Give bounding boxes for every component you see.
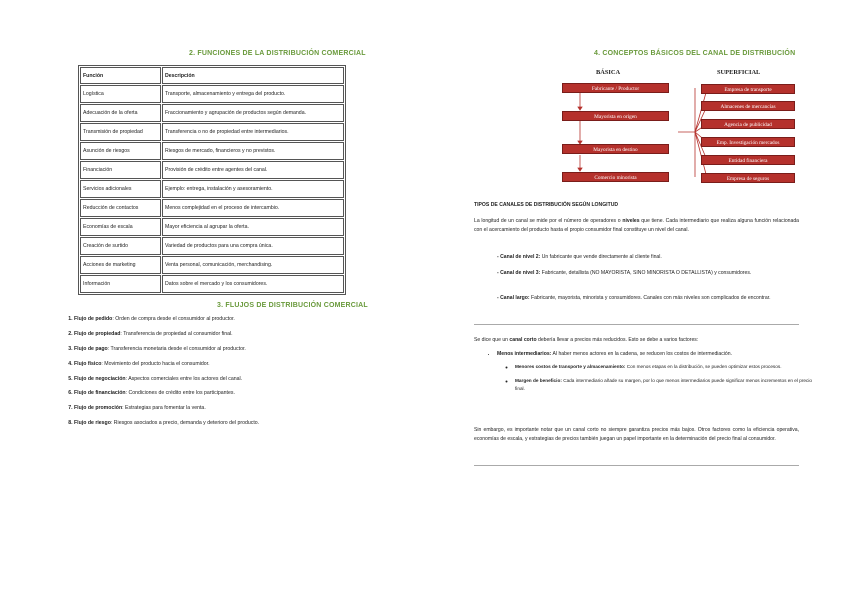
- list-item: [74, 361, 374, 367]
- short-channel-intro: [474, 336, 799, 345]
- table-row: [80, 85, 344, 103]
- table-cell: Asunción de riesgos: [80, 142, 161, 160]
- text-bold: Margen de beneficio:: [515, 377, 562, 383]
- flow-term: Flujo de propiedad: [74, 330, 121, 337]
- channel-box: Comercio minorista: [562, 172, 669, 182]
- list-item: [74, 376, 374, 382]
- table-cell: Datos sobre el mercado y los consumidores.: [162, 275, 344, 293]
- table-row: [80, 123, 344, 141]
- text-run: Fabricante, mayorista, minorista y consumidores. Canales con más niveles son complicados de encontrar.: [529, 295, 771, 301]
- flow-term: Flujo de pago: [74, 345, 108, 352]
- text-run: Se dice que un: [474, 337, 510, 343]
- table-cell: Riesgos de mercado, financieros y no previstos.: [162, 142, 344, 160]
- channel-box: Mayorista en destino: [562, 144, 669, 154]
- basic-diagram-title: BÁSICA: [596, 69, 621, 76]
- list-item: [515, 377, 817, 393]
- list-item: [74, 346, 374, 352]
- list-item: [74, 331, 374, 337]
- table-cell: Transmisión de propiedad: [80, 123, 161, 141]
- flow-desc: : Transferencia de propiedad al consumidor final.: [120, 330, 233, 337]
- table-cell: Transferencia o no de propiedad entre intermediarios.: [162, 123, 344, 141]
- section-4-title: 4. CONCEPTOS BÁSICOS DEL CANAL DE DISTRIBUCIÓN: [594, 50, 796, 57]
- text-run: Un fabricante que vende directamente al cliente final.: [540, 254, 662, 260]
- text-bold: niveles: [622, 218, 640, 224]
- list-item: [497, 350, 817, 393]
- flow-desc: : Orden de compra desde el consumidor al productor.: [112, 316, 235, 322]
- text-run: Fabricante, detallista (NO MAYORISTA, SINO MINORISTA O DETALLISTA) y consumidores.: [540, 270, 752, 276]
- table-cell: Logística: [80, 85, 161, 103]
- table-header-cell: Descripción: [162, 67, 344, 84]
- flow-term: Flujo de negociación: [74, 375, 126, 382]
- divider: [474, 465, 799, 466]
- table-cell: Acciones de marketing: [80, 256, 161, 274]
- list-item: [74, 316, 374, 322]
- table-row: [80, 275, 344, 293]
- superficial-box: Agencia de publicidad: [701, 119, 795, 129]
- table-cell: Economías de escala: [80, 218, 161, 236]
- arrow-head: [578, 107, 582, 110]
- flow-term: Flujo de pedido: [74, 316, 113, 322]
- table-header-cell: Función: [80, 67, 161, 84]
- closing-paragraph: Sin embargo, es importante notar que un canal corto no siempre garantiza precios más bajos. Otros factores como la eficiencia operativa, economías de escala, y estrategias de precios también juegan un papel importante en la determinación del precio final al consumidor.: [474, 427, 799, 442]
- section-3-title: 3. FLUJOS DE DISTRIBUCIÓN COMERCIAL: [217, 302, 368, 309]
- text-run: La longitud de un canal se mide por el número de operadores o: [474, 218, 623, 224]
- text-run: debería llevar a precios más reducidos. Esto se debe a varios factores:: [536, 337, 699, 343]
- flow-term: Flujo físico: [74, 360, 102, 367]
- flow-term: Flujo de financiación: [74, 390, 126, 397]
- table-cell: Fraccionamiento y agrupación de productos según demanda.: [162, 104, 344, 122]
- superficial-box: Empresa de seguros: [701, 173, 795, 183]
- list-item: [74, 405, 374, 411]
- arrow-head: [578, 168, 582, 171]
- table-header-row: [80, 67, 344, 84]
- types-intro: [474, 217, 799, 235]
- level-2-item: [497, 253, 799, 262]
- table-row: [80, 199, 344, 217]
- table-row: [80, 218, 344, 236]
- superficial-diagram-title: SUPERFICIAL: [717, 69, 761, 76]
- table-row: [80, 237, 344, 255]
- flow-desc: : Riesgos asociados a precio, demanda y deterioro del producto.: [110, 420, 260, 427]
- channel-connectors: [560, 80, 800, 185]
- flow-term: Flujo de riesgo: [74, 420, 111, 427]
- table-cell: Reducción de contactos: [80, 199, 161, 217]
- flow-term: Flujo de promoción: [74, 405, 123, 412]
- list-item: [515, 363, 817, 371]
- functions-table: [78, 65, 346, 295]
- flow-desc: : Transferencia monetaria desde el consumidor al productor.: [107, 345, 246, 352]
- sub-list: [497, 363, 817, 393]
- flows-list: [62, 316, 374, 435]
- text-bold: - Canal largo:: [497, 295, 530, 301]
- flow-desc: : Aspectos comerciales entre los actores del canal.: [125, 375, 243, 382]
- flow-desc: : Movimiento del producto hacia el consumidor.: [101, 360, 210, 367]
- text-bold: Menores costos de transporte y almacenamiento:: [515, 363, 626, 369]
- channel-box: Fabricante / Productor: [562, 83, 669, 93]
- flow-desc: : Condiciones de crédito entre los participantes.: [125, 390, 235, 397]
- divider: [474, 324, 799, 325]
- superficial-box: Entidad financiera: [701, 155, 795, 165]
- list-item: [74, 390, 374, 396]
- table-cell: Creación de surtido: [80, 237, 161, 255]
- table-cell: Servicios adicionales: [80, 180, 161, 198]
- table-row: [80, 180, 344, 198]
- table-row: [80, 161, 344, 179]
- flow-desc: : Estrategias para fomentar la venta.: [122, 405, 206, 412]
- table-cell: Ejemplo: entrega, instalación y asesoramiento.: [162, 180, 344, 198]
- table-cell: Provisión de crédito entre agentes del canal.: [162, 161, 344, 179]
- channel-box: Mayorista en origen: [562, 111, 669, 121]
- table-cell: Menos complejidad en el proceso de intercambio.: [162, 199, 344, 217]
- list-item: [74, 420, 374, 426]
- text-run: Al haber menos actores en la cadena, se reducen los costos de intermediación.: [551, 351, 733, 357]
- table-cell: Adecuación de la oferta: [80, 104, 161, 122]
- text-bold: - Canal de nivel 3:: [497, 270, 541, 276]
- section-2-title: 2. FUNCIONES DE LA DISTRIBUCIÓN COMERCIAL: [189, 50, 366, 57]
- table-cell: Venta personal, comunicación, merchandising.: [162, 256, 344, 274]
- text-run: Con menos etapas en la distribución, se pueden optimizar estos procesos.: [625, 363, 782, 369]
- table-row: [80, 142, 344, 160]
- factors-list: [485, 350, 817, 399]
- text-run: Cada intermediario añade su margen, por lo que menos intermediarios puede significar menos incrementos en el precio final.: [515, 377, 813, 391]
- text-run: que tiene. Cada intermediario que realiza alguna función relacionada con el acercamiento del producto hasta el propio consumidor final constituye un nivel del canal.: [474, 218, 799, 233]
- table-row: [80, 104, 344, 122]
- table-cell: Información: [80, 275, 161, 293]
- long-channel-item: [497, 294, 799, 303]
- superficial-box: Emp. Investigación mercados: [701, 137, 795, 147]
- table-cell: Financiación: [80, 161, 161, 179]
- table-cell: Mayor eficiencia al agrupar la oferta.: [162, 218, 344, 236]
- text-bold: canal corto: [509, 337, 537, 343]
- superficial-box: Empresa de transporte: [701, 84, 795, 94]
- table-cell: Transporte, almacenamiento y entrega del producto.: [162, 85, 344, 103]
- table-row: [80, 256, 344, 274]
- text-bold: - Canal de nivel 2:: [497, 254, 541, 260]
- superficial-box: Almacenes de mercancías: [701, 101, 795, 111]
- table-cell: Variedad de productos para una compra única.: [162, 237, 344, 255]
- types-title: TIPOS DE CANALES DE DISTRIBUCIÓN SEGÚN LONGITUD: [474, 202, 619, 208]
- text-bold: Menos intermediarios:: [497, 351, 552, 357]
- level-3-item: [497, 269, 799, 278]
